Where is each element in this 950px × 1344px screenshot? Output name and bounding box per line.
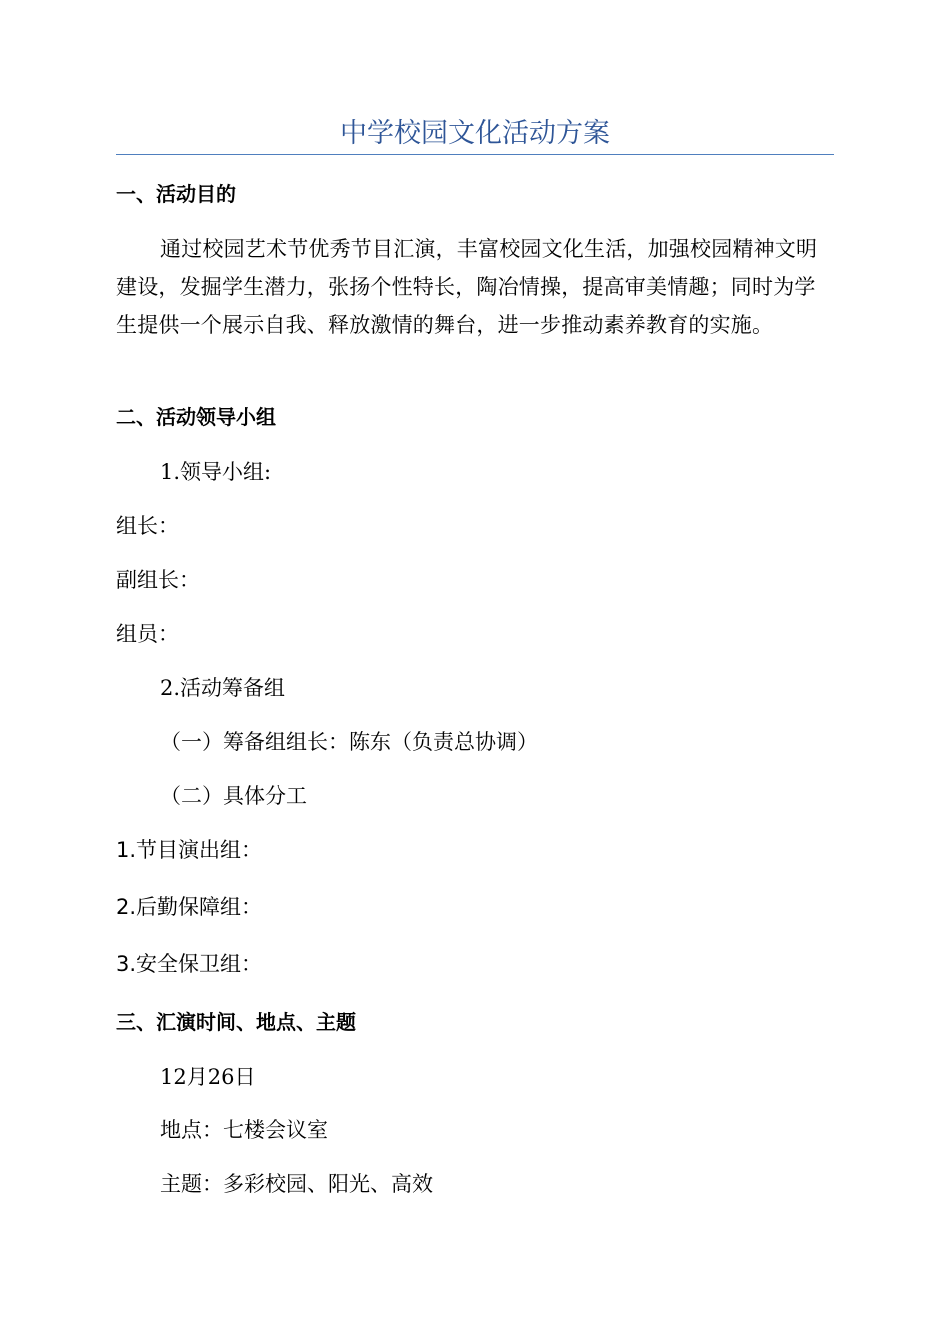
event-location: 地点：七楼会议室	[160, 1118, 328, 1142]
division-number: 3.	[116, 952, 137, 976]
division-number: 1.	[116, 838, 137, 862]
division-item	[116, 835, 262, 865]
section-heading-leadership: 二、活动领导小组	[116, 405, 276, 429]
section-heading-purpose: 一、活动目的	[116, 182, 236, 206]
leadership-group-label: 1.领导小组:	[160, 460, 272, 484]
division-label: （二）具体分工	[160, 784, 307, 808]
division-text: 节目演出组：	[136, 838, 263, 862]
document-title: 中学校园文化活动方案	[340, 118, 610, 149]
division-item	[116, 892, 262, 922]
title-underline	[116, 154, 834, 155]
event-date: 12月26日	[160, 1065, 256, 1089]
prep-group-label: 2.活动筹备组	[160, 676, 286, 700]
leader-field: 组长：	[116, 514, 179, 538]
division-item	[116, 949, 262, 979]
division-number: 2.	[116, 895, 137, 919]
members-field: 组员：	[116, 622, 179, 646]
division-text: 安全保卫组：	[136, 952, 263, 976]
prep-group-head: （一）筹备组组长：陈东（负责总协调）	[160, 730, 538, 754]
event-theme: 主题：多彩校园、阳光、高效	[160, 1172, 433, 1196]
purpose-paragraph: 通过校园艺术节优秀节目汇演，丰富校园文化生活，加强校园精神文明建设，发掘学生潜力，张扬个性特长，陶冶情操，提高审美情趣；同时为学生提供一个展示自我、释放激情的舞台，进一步推动素养教育的实施。	[116, 237, 818, 337]
division-text: 后勤保障组：	[136, 895, 263, 919]
section-heading-schedule: 三、汇演时间、地点、主题	[116, 1010, 356, 1034]
deputy-leader-field: 副组长：	[116, 568, 200, 592]
